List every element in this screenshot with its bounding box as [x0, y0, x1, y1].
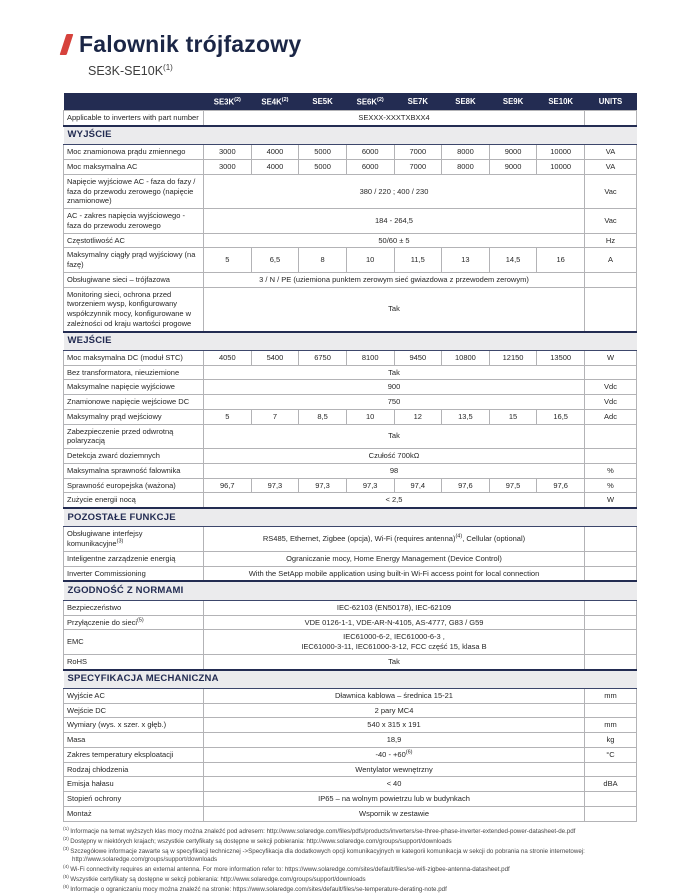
value-cell: 9450 — [394, 350, 442, 365]
attribute-cell: Znamionowe napięcie wejściowe DC — [64, 395, 204, 410]
attribute-cell: Stopień ochrony — [64, 792, 204, 807]
value-span-cell: 184 - 264,5 — [204, 209, 585, 234]
unit-cell: Vdc — [585, 380, 637, 395]
unit-cell: Adc — [585, 409, 637, 424]
unit-cell: % — [585, 478, 637, 493]
attribute-cell: Zabezpieczenie przed odwrotną polaryzacją — [64, 424, 204, 449]
unit-cell — [585, 424, 637, 449]
value-span-cell: 750 — [204, 395, 585, 410]
footnote-marker: (6) — [63, 885, 71, 891]
value-cell: 15 — [489, 409, 537, 424]
section-row — [64, 581, 637, 600]
value-span-cell: < 40 — [204, 777, 585, 792]
attribute-cell: Emisja hałasu — [64, 777, 204, 792]
value-cell: 10800 — [442, 350, 490, 365]
page-title-text: Falownik trójfazowy — [79, 31, 302, 57]
value-cell: 10000 — [537, 145, 585, 160]
spec-row — [64, 160, 637, 175]
value-cell: 8100 — [346, 350, 394, 365]
value-cell: 13500 — [537, 350, 585, 365]
attribute-cell: Wejście DC — [64, 703, 204, 718]
attribute-cell: Bez transformatora, nieuziemione — [64, 365, 204, 380]
attribute-cell: Częstotliwość AC — [64, 233, 204, 248]
spec-row — [64, 174, 637, 208]
spec-row — [64, 615, 637, 630]
unit-cell: VA — [585, 160, 637, 175]
value-span-cell: 900 — [204, 380, 585, 395]
spec-row — [64, 463, 637, 478]
value-cell: 10 — [346, 409, 394, 424]
attribute-cell: Maksymalny prąd wejściowy — [64, 409, 204, 424]
footnote-text: Wi-Fi connectivity requires an external antenna. For more information refer to: https://www.solaredge.com/sites/default/files/se-wifi-zigbee-antenna-datasheet.pdf — [70, 866, 510, 874]
unit-cell — [585, 365, 637, 380]
unit-cell — [585, 762, 637, 777]
spec-row — [64, 747, 637, 762]
section-row — [64, 670, 637, 689]
unit-cell: mm — [585, 688, 637, 703]
value-span-cell: 380 / 220 ; 400 / 230 — [204, 174, 585, 208]
unit-cell: mm — [585, 718, 637, 733]
value-cell: 12150 — [489, 350, 537, 365]
column-header: SE8K — [442, 93, 490, 111]
column-header: SE10K — [537, 93, 585, 111]
footnote — [63, 865, 663, 874]
footnote — [63, 837, 663, 846]
value-cell: 6750 — [299, 350, 347, 365]
value-cell: 9000 — [489, 145, 537, 160]
section-header: WYJŚCIE — [64, 126, 637, 145]
value-span-cell: < 2,5 — [204, 493, 585, 508]
unit-cell: A — [585, 248, 637, 273]
spec-row — [64, 806, 637, 821]
value-span-cell: Dławnica kablowa – średnica 15-21 — [204, 688, 585, 703]
section-row — [64, 508, 637, 527]
attribute-cell: Monitoring sieci, ochrona przed tworzeniem wysp, konfigurowany współczynnik mocy, konfigurowane w zależności od kraju wartości progowe — [64, 287, 204, 332]
value-span-cell: SEXXX-XXXTXBXX4 — [204, 111, 585, 126]
attribute-cell: Zużycie energii nocą — [64, 493, 204, 508]
value-cell: 4050 — [204, 350, 252, 365]
unit-cell: dBA — [585, 777, 637, 792]
spec-row — [64, 566, 637, 581]
value-span-cell: Tak — [204, 424, 585, 449]
attribute-cell: Napięcie wyjściowe AC - faza do fazy / faza do przewodu zerowego (napięcie znamionowe) — [64, 174, 204, 208]
spec-row — [64, 350, 637, 365]
spec-row — [64, 272, 637, 287]
spec-row — [64, 718, 637, 733]
attribute-cell: Wyjście AC — [64, 688, 204, 703]
unit-cell — [585, 615, 637, 630]
unit-cell — [585, 551, 637, 566]
value-span-cell: Tak — [204, 654, 585, 669]
value-span-cell: VDE 0126-1-1, VDE-AR-N-4105, AS-4777, G83 / G59 — [204, 615, 585, 630]
attribute-cell: Inteligentne zarządzenie energią — [64, 551, 204, 566]
unit-cell — [585, 703, 637, 718]
attribute-cell: Montaż — [64, 806, 204, 821]
value-span-cell: IEC-62103 (EN50178), IEC-62109 — [204, 600, 585, 615]
unit-cell — [585, 287, 637, 332]
attribute-cell: Obsługiwane sieci – trójfazowa — [64, 272, 204, 287]
spec-row — [64, 365, 637, 380]
spec-row — [64, 287, 637, 332]
spec-row — [64, 551, 637, 566]
spec-row — [64, 688, 637, 703]
footnote-marker: (1) — [63, 826, 71, 832]
value-cell: 97,3 — [299, 478, 347, 493]
attribute-cell: Maksymalne napięcie wyjściowe — [64, 380, 204, 395]
value-span-cell: Czułość 700kΩ — [204, 449, 585, 464]
spec-row — [64, 777, 637, 792]
section-header: POZOSTAŁE FUNKCJE — [64, 508, 637, 527]
value-cell: 5000 — [299, 145, 347, 160]
value-span-cell: 2 pary MC4 — [204, 703, 585, 718]
unit-cell: % — [585, 463, 637, 478]
footnote — [63, 827, 663, 836]
value-cell: 8000 — [442, 160, 490, 175]
unit-cell: Vdc — [585, 395, 637, 410]
section-row — [64, 332, 637, 351]
spec-row — [64, 654, 637, 669]
spec-table — [63, 93, 637, 821]
spec-row — [64, 762, 637, 777]
model-range-text: SE3K-SE10K — [88, 64, 164, 79]
attribute-cell: Przyłączenie do sieci$^{(5)}$ — [64, 615, 204, 630]
value-cell: 6000 — [346, 145, 394, 160]
unit-cell: W — [585, 350, 637, 365]
value-cell: 97,3 — [251, 478, 299, 493]
column-header: $SE6K^{(2)}$ — [346, 93, 394, 111]
value-span-cell: Wentylator wewnętrzny — [204, 762, 585, 777]
value-cell: 6000 — [346, 160, 394, 175]
footnote-text: Informacje na temat wyższych klas mocy można znaleźć pod adresem: http://www.solaredge.com/files/pdfs/products/inverters/se-three-phase-inverter-extended-power-datasheet-de.pdf — [70, 827, 576, 835]
footnote — [63, 875, 663, 884]
unit-cell: VA — [585, 145, 637, 160]
value-span-cell: Ograniczanie mocy, Home Energy Management (Device Control) — [204, 551, 585, 566]
value-cell: 13,5 — [442, 409, 490, 424]
footnote-marker: (3) — [63, 846, 71, 852]
footnote-marker: (4) — [63, 865, 71, 871]
value-span-cell: RS485, Ethernet, Zigbee (opcja), Wi-Fi (requires antenna)$^{(4)}$, Cellular (optional) — [204, 527, 585, 552]
section-row — [64, 126, 637, 145]
attribute-cell: Rodzaj chłodzenia — [64, 762, 204, 777]
footnote-text: Dostępny w niektórych krajach; wszystkie certyfikaty są dostępne w sekcji pobierania: http://www.solaredge.com/groups/support/downloads — [70, 837, 452, 845]
attribute-cell: Maksymalna sprawność falownika — [64, 463, 204, 478]
footnote — [63, 847, 663, 864]
spec-row — [64, 733, 637, 748]
attribute-cell: RoHS — [64, 654, 204, 669]
footnotes — [63, 827, 663, 894]
value-cell: 3000 — [204, 145, 252, 160]
value-cell: 4000 — [251, 160, 299, 175]
corner-cell — [64, 93, 204, 111]
value-cell: 16 — [537, 248, 585, 273]
column-header: SE5K — [299, 93, 347, 111]
value-span-cell: 98 — [204, 463, 585, 478]
spec-row — [64, 380, 637, 395]
page-title — [63, 30, 637, 58]
column-header: SE9K — [489, 93, 537, 111]
spec-row — [64, 703, 637, 718]
value-cell: 8,5 — [299, 409, 347, 424]
units-column-header: UNITS — [585, 93, 637, 111]
value-cell: 3000 — [204, 160, 252, 175]
unit-cell: Vac — [585, 174, 637, 208]
value-cell: 5000 — [299, 160, 347, 175]
attribute-cell: Obsługiwane interfejsy komunikacyjne$^{(3)}$ — [64, 527, 204, 552]
value-cell: 10000 — [537, 160, 585, 175]
value-cell: 97,6 — [442, 478, 490, 493]
spec-row — [64, 233, 637, 248]
spec-row — [64, 493, 637, 508]
value-span-cell: IEC61000-6-2, IEC61000-6-3 , IEC61000-3-11, IEC61000-3-12, FCC część 15, klasa B — [204, 630, 585, 655]
spec-row — [64, 145, 637, 160]
value-span-cell: With the SetApp mobile application using built-in Wi-Fi access point for local connection — [204, 566, 585, 581]
unit-cell: W — [585, 493, 637, 508]
unit-cell — [585, 272, 637, 287]
unit-cell — [585, 449, 637, 464]
column-header: SE7K — [394, 93, 442, 111]
attribute-cell: Moc maksymalna DC (moduł STC) — [64, 350, 204, 365]
section-header: WEJŚCIE — [64, 332, 637, 351]
model-range-footnote-marker: (1) — [163, 63, 173, 72]
model-range — [88, 63, 637, 78]
unit-cell — [585, 630, 637, 655]
unit-cell — [585, 806, 637, 821]
value-cell: 97,3 — [346, 478, 394, 493]
value-span-cell: Wspornik w zestawie — [204, 806, 585, 821]
value-cell: 9000 — [489, 160, 537, 175]
value-cell: 16,5 — [537, 409, 585, 424]
column-header-row — [64, 93, 637, 111]
value-span-cell: 3 / N / PE (uziemiona punktem zerowym sieć gwiazdowa z przewodem zerowym) — [204, 272, 585, 287]
value-cell: 5400 — [251, 350, 299, 365]
attribute-cell: Zakres temperatury eksploatacji — [64, 747, 204, 762]
spec-row — [64, 792, 637, 807]
unit-cell: Vac — [585, 209, 637, 234]
spec-row — [64, 409, 637, 424]
value-cell: 7 — [251, 409, 299, 424]
value-span-cell: 18,9 — [204, 733, 585, 748]
spec-row — [64, 478, 637, 493]
attribute-cell: Inverter Commissioning — [64, 566, 204, 581]
unit-cell: Hz — [585, 233, 637, 248]
value-cell: 11,5 — [394, 248, 442, 273]
value-span-cell: IP65 – na wolnym powietrzu lub w budynkach — [204, 792, 585, 807]
unit-cell — [585, 600, 637, 615]
value-cell: 13 — [442, 248, 490, 273]
attribute-cell: Masa — [64, 733, 204, 748]
attribute-cell: Moc maksymalna AC — [64, 160, 204, 175]
spec-row — [64, 424, 637, 449]
value-span-cell: Tak — [204, 287, 585, 332]
value-cell: 5 — [204, 248, 252, 273]
attribute-cell: AC - zakres napięcia wyjściowego - faza do przewodu zerowego — [64, 209, 204, 234]
value-cell: 97,5 — [489, 478, 537, 493]
value-span-cell: 540 x 315 x 191 — [204, 718, 585, 733]
attribute-cell: Detekcja zwarć doziemnych — [64, 449, 204, 464]
spec-row — [64, 449, 637, 464]
value-cell: 4000 — [251, 145, 299, 160]
value-cell: 97,6 — [537, 478, 585, 493]
footnote-text: Wszystkie certyfikaty są dostępne w sekcji pobierania: http://www.solaredge.com/groups/support/downloads — [70, 876, 366, 884]
attribute-cell: Wymiary (wys. x szer. x głęb.) — [64, 718, 204, 733]
value-span-cell: $-40 - +60^{(6)}$ — [204, 747, 585, 762]
footnote-text: Szczegółowe informacje zawarte są w specyfikacji technicznej ->Specyfikacja dla dodatkowych opcji komunikacyjnych w kategorii komunikacja w sekcji do pobrania na stronie internetowej: http://www.solaredge.com/groups/support/downloads — [70, 847, 585, 863]
spec-row — [64, 111, 637, 126]
value-cell: 14,5 — [489, 248, 537, 273]
footnote-text: Informacje o ograniczaniu mocy można znaleźć na stronie: https://www.solaredge.com/sites/default/files/se-temperature-derating-note.pdf — [70, 886, 447, 894]
value-cell: 8000 — [442, 145, 490, 160]
value-span-cell: Tak — [204, 365, 585, 380]
value-cell: 5 — [204, 409, 252, 424]
spec-row — [64, 395, 637, 410]
value-cell: 7000 — [394, 160, 442, 175]
attribute-cell: EMC — [64, 630, 204, 655]
unit-cell — [585, 566, 637, 581]
accent-slash-icon — [60, 34, 74, 55]
footnote — [63, 885, 663, 894]
footnote-marker: (2) — [63, 836, 71, 842]
attribute-cell: Bezpieczeństwo — [64, 600, 204, 615]
section-header: ZGODNOŚĆ Z NORMAMI — [64, 581, 637, 600]
spec-row — [64, 209, 637, 234]
spec-row — [64, 630, 637, 655]
unit-cell: kg — [585, 733, 637, 748]
value-cell: 12 — [394, 409, 442, 424]
spec-row — [64, 527, 637, 552]
value-cell: 97,4 — [394, 478, 442, 493]
attribute-cell: Applicable to inverters with part number — [64, 111, 204, 126]
attribute-cell: Moc znamionowa prądu zmiennego — [64, 145, 204, 160]
value-cell: 8 — [299, 248, 347, 273]
value-cell: 10 — [346, 248, 394, 273]
spec-row — [64, 600, 637, 615]
unit-cell — [585, 111, 637, 126]
footnote-marker: (5) — [63, 875, 71, 881]
unit-cell — [585, 654, 637, 669]
unit-cell — [585, 792, 637, 807]
value-cell: 96,7 — [204, 478, 252, 493]
section-header: SPECYFIKACJA MECHANICZNA — [64, 670, 637, 689]
value-cell: 7000 — [394, 145, 442, 160]
column-header: $SE3K^{(2)}$ — [204, 93, 252, 111]
value-cell: 6,5 — [251, 248, 299, 273]
unit-cell: °C — [585, 747, 637, 762]
column-header: $SE4K^{(2)}$ — [251, 93, 299, 111]
unit-cell — [585, 527, 637, 552]
attribute-cell: Maksymalny ciągły prąd wyjściowy (na fazę) — [64, 248, 204, 273]
attribute-cell: Sprawność europejska (ważona) — [64, 478, 204, 493]
value-span-cell: 50/60 ± 5 — [204, 233, 585, 248]
spec-row — [64, 248, 637, 273]
